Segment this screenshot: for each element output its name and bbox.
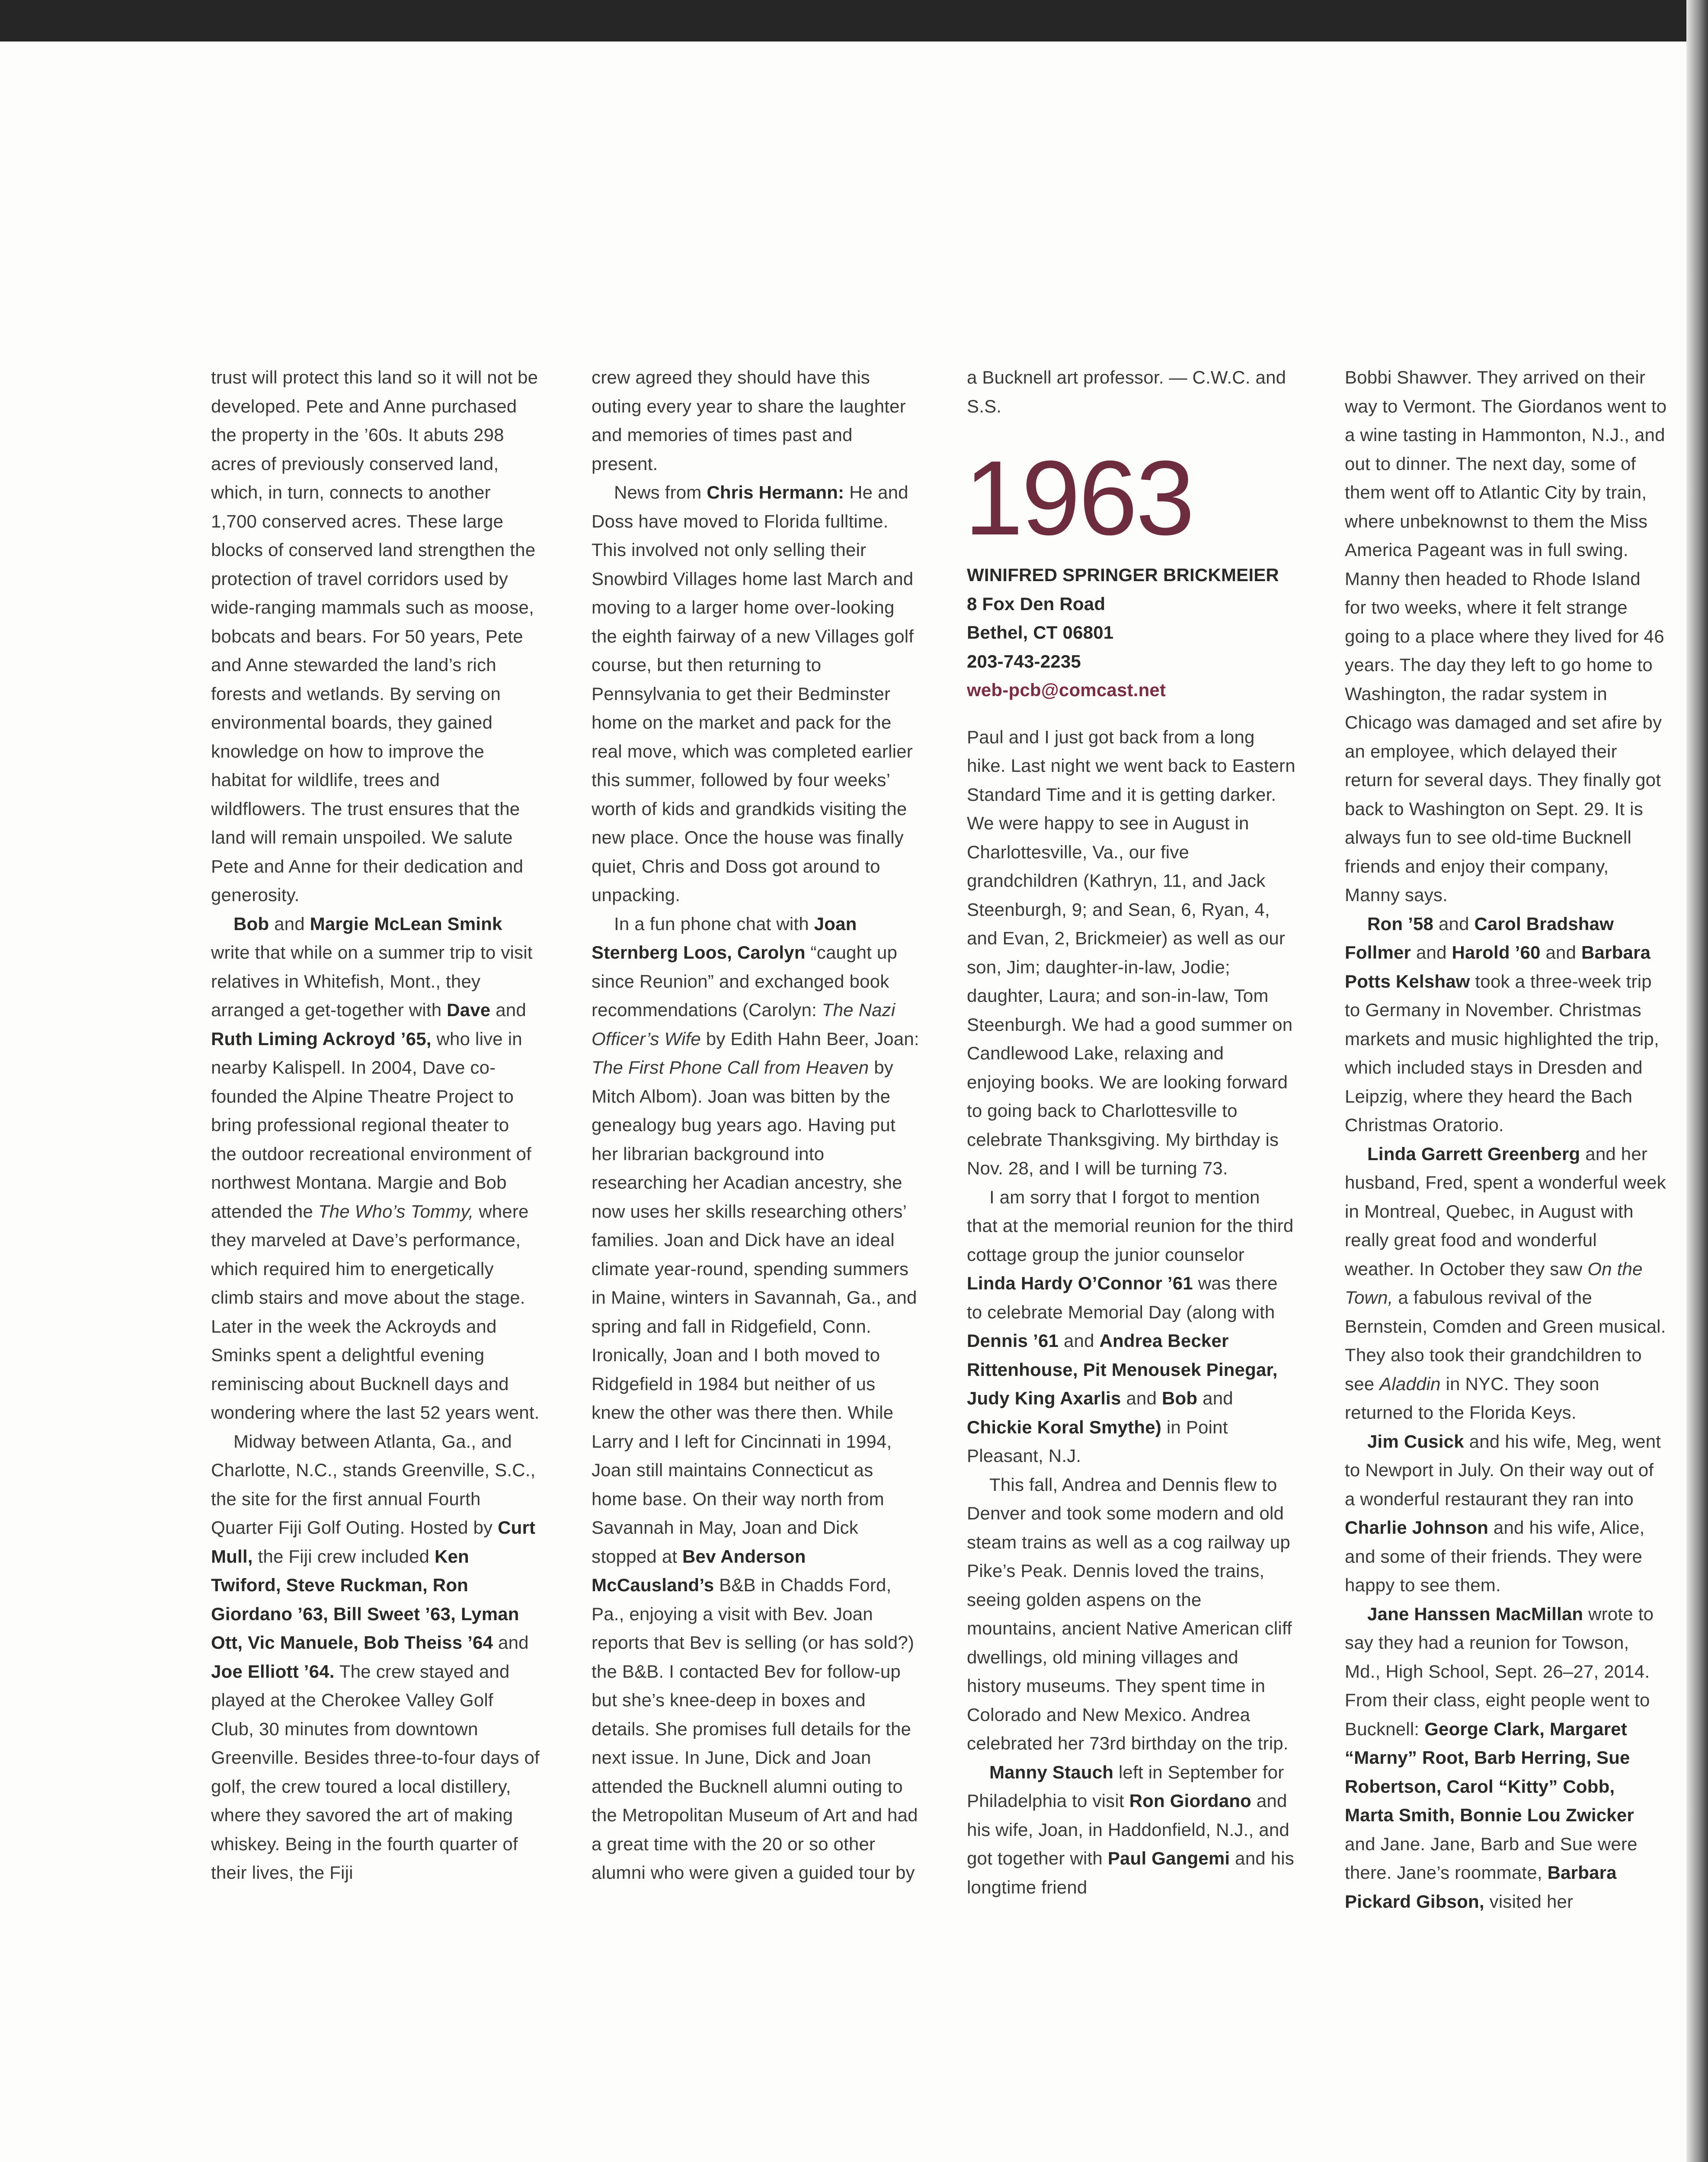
paragraph xyxy=(211,1427,540,1887)
class-year-heading: 1963 xyxy=(964,438,1193,557)
text: visited her xyxy=(1484,1891,1574,1912)
text: and his longtime friend xyxy=(967,1848,1294,1897)
text: News from xyxy=(614,482,707,502)
text: and his wife, Joan, in Haddonfield, N.J., and got together with xyxy=(967,1791,1289,1868)
text: left in September for Philadelphia to visit xyxy=(967,1762,1284,1811)
person-names: George Clark, Margaret “Marny” Root, Barb Herring, Sue Robertson, Carol “Kitty” Cobb, Marta Smith, Bonnie Lou Zwicker xyxy=(1345,1718,1634,1825)
person-name: Chickie Koral Smythe) xyxy=(967,1417,1161,1437)
scan-right-edge xyxy=(1686,0,1708,2162)
paragraph xyxy=(211,910,540,1427)
reporter-phone: 203-743-2235 xyxy=(967,651,1081,672)
work-title: The Nazi Officer’s Wife xyxy=(592,1000,896,1049)
column-2 xyxy=(592,363,920,1887)
text: a Bucknell art professor. — C.W.C. and S.S. xyxy=(967,367,1286,416)
column-4 xyxy=(1345,363,1667,1916)
person-name: Ruth Liming Ackroyd ’65, xyxy=(211,1028,432,1049)
text: Bobbi Shawver. They arrived on their way to Vermont. The Giordanos went to a wine tasting in Hammonton, N.J., and out to dinner. The next day, some of them went off to Atlantic City by train, where unbeknownst to them the Miss America Pageant was in full swing. Manny then headed to Rhode Island for two weeks, where it felt strange going to a place where they lived for 46 years. The day they left to go home to Washington, the radar system in Chicago was damaged and set afire by an employee, which delayed their return for several days. They finally got back to Washington on Sept. 29. It is always fun to see old-time Bucknell friends and enjoy their company, Manny says. xyxy=(1345,367,1667,905)
person-name: Linda Garrett Greenberg xyxy=(1367,1143,1580,1164)
paragraph xyxy=(967,723,1295,1183)
text: and his wife, Alice, and some of their friends. They were happy to see them. xyxy=(1345,1517,1645,1595)
text: and xyxy=(269,913,310,934)
paragraph xyxy=(1345,363,1667,910)
paragraph xyxy=(1345,910,1667,1140)
text: where they marveled at Dave’s performance, which required him to energetically climb stairs and move about the stage. Later in the week the Ackroyds and Sminks spent a delightful evening reminiscing about Bucknell days and wondering where the last 52 years went. xyxy=(211,1201,540,1423)
paragraph xyxy=(592,478,920,910)
text: and his wife, Meg, went to Newport in July. On their way out of a wonderful restaurant they ran into xyxy=(1345,1431,1661,1509)
column-3 xyxy=(964,363,1295,1902)
person-name: Barbara Potts Kelshaw xyxy=(1345,942,1651,991)
paragraph xyxy=(592,910,920,1887)
text: and Jane. Jane, Barb and Sue were there. Jane’s roommate, xyxy=(1345,1833,1638,1883)
text: crew agreed they should have this outing every year to share the laughter and memories of times past and present. xyxy=(592,367,906,474)
person-name: Jane Hanssen MacMillan xyxy=(1367,1603,1583,1624)
person-name: Charlie Johnson xyxy=(1345,1517,1489,1538)
text: the Fiji crew included xyxy=(253,1546,435,1567)
person-name: Carol Bradshaw Follmer xyxy=(1345,913,1614,963)
text: and xyxy=(1197,1388,1233,1408)
person-name: Ron Giordano xyxy=(1129,1791,1251,1811)
text: who live in nearby Kalispell. In 2004, Dave co-founded the Alpine Theatre Project to bring professional regional theater to the outdoor recreational environment of northwest Montana. Margie and Bob attended the xyxy=(211,1028,531,1222)
paragraph xyxy=(1345,1427,1667,1600)
text: and xyxy=(1433,913,1475,934)
text: Midway between Atlanta, Ga., and Charlotte, N.C., stands Greenville, S.C., the site for the first annual Fourth Quarter Fiji Golf Outing. Hosted by xyxy=(211,1431,536,1538)
person-name: Harold ’60 xyxy=(1452,942,1541,963)
person-name: Chris Hermann: xyxy=(707,482,844,502)
person-names: Ken Twiford, Steve Ruckman, Ron Giordano ’63, Bill Sweet ’63, Lyman Ott, Vic Manuele, Bob Theiss ’64 xyxy=(211,1546,519,1653)
person-names: Andrea Becker Rittenhouse, Pit Menousek Pinegar, Judy King Axarlis xyxy=(967,1330,1278,1408)
text: B&B in Chadds Ford, Pa., enjoying a visit with Bev. Joan reports that Bev is selling (or has sold?) the B&B. I contacted Bev for follow-up but she’s knee-deep in boxes and details. She promises full details for the next issue. In June, Dick and Joan attended the Bucknell alumni outing to the Metropolitan Museum of Art and had a great time with the 20 or so other alumni who were given a guided tour by xyxy=(592,1575,918,1883)
text: and xyxy=(490,1000,526,1020)
class-reporter-contact xyxy=(967,561,1295,705)
reporter-name: WINIFRED SPRINGER BRICKMEIER xyxy=(967,565,1279,585)
text: and xyxy=(493,1632,529,1653)
person-name: Ron ’58 xyxy=(1367,913,1434,934)
text: and xyxy=(1411,942,1452,963)
person-name: Curt Mull, xyxy=(211,1517,536,1567)
paragraph xyxy=(967,363,1295,421)
text: This fall, Andrea and Dennis flew to Denver and took some modern and old steam trains as well as a cog railway up Pike’s Peak. Dennis loved the trains, seeing golden aspens on the mountains, ancient Native American cliff dwellings, old mining villages and history museums. They spent time in Colorado and New Mexico. Andrea celebrated her 73rd birthday on the trip. xyxy=(967,1474,1292,1753)
paragraph xyxy=(592,363,920,478)
paragraph xyxy=(1345,1140,1667,1427)
person-name: Paul Gangemi xyxy=(1107,1848,1230,1868)
text: and xyxy=(1540,942,1582,963)
text: was there to celebrate Memorial Day (along with xyxy=(967,1273,1278,1322)
work-title: On the Town, xyxy=(1345,1258,1643,1308)
text: I am sorry that I forgot to mention that at the memorial reunion for the third cottage group the junior counselor xyxy=(967,1187,1294,1265)
paragraph xyxy=(967,1183,1295,1471)
paragraph xyxy=(967,1471,1295,1758)
paragraph xyxy=(211,363,540,910)
text: In a fun phone chat with xyxy=(614,913,814,934)
text: The crew stayed and played at the Cherokee Valley Golf Club, 30 minutes from downtown Greenville. Besides three-to-four days of golf, the crew toured a local distillery, where they savored the art of making whiskey. Being in the fourth quarter of their lives, the Fiji xyxy=(211,1661,540,1883)
text: wrote to say they had a reunion for Towson, Md., High School, Sept. 26–27, 2014. From their class, eight people went to Bucknell: xyxy=(1345,1603,1654,1739)
reporter-city: Bethel, CT 06801 xyxy=(967,622,1114,643)
person-name: Dave xyxy=(447,1000,491,1020)
text: by Edith Hahn Beer, Joan: xyxy=(700,1028,919,1049)
text: by Mitch Albom). Joan was bitten by the genealogy bug years ago. Having put her librarian background into researching her Acadian ancestry, she now uses her skills researching others’ families. Joan and Dick have an ideal climate year-round, spending summers in Maine, winters in Savannah, Ga., and spring and fall in Ridgefield, Conn. Ironically, Joan and I both moved to Ridgefield in 1984 but neither of us knew the other was there then. While Larry and I left for Cincinnati in 1994, Joan still maintains Connecticut as home base. On their way north from Savannah in May, Joan and Dick stopped at xyxy=(592,1057,917,1567)
text: and xyxy=(1059,1330,1100,1351)
scan-top-border xyxy=(0,0,1708,42)
text: in NYC. They soon returned to the Florida Keys. xyxy=(1345,1373,1599,1423)
text: He and Doss have moved to Florida fulltime. This involved not only selling their Snowbird Villages home last March and moving to a larger home over-looking the eighth fairway of a new Villages golf course, but then returning to Pennsylvania to get their Bedminster home on the market and pack for the real move, which was completed earlier this summer, followed by four weeks’ worth of kids and grandkids visiting the new place. Once the house was finally quiet, Chris and Doss got around to unpacking. xyxy=(592,482,914,905)
text: trust will protect this land so it will not be developed. Pete and Anne purchased the property in the ’60s. It abuts 298 acres of previously conserved land, which, in turn, connects to another 1,700 conserved acres. These large blocks of conserved land strengthen the protection of travel corridors used by wide-ranging mammals such as moose, bobcats and bears. For 50 years, Pete and Anne stewarded the land’s rich forests and wetlands. By serving on environmental boards, they gained knowledge on how to improve the habitat for wildlife, trees and wildflowers. The trust ensures that the land will remain unspoiled. We salute Pete and Anne for their dedication and generosity. xyxy=(211,367,538,905)
person-name: Bev Anderson McCausland’s xyxy=(592,1546,806,1595)
person-name: Margie McLean Smink xyxy=(310,913,502,934)
reporter-address: 8 Fox Den Road xyxy=(967,593,1106,614)
column-1 xyxy=(211,363,540,1887)
text: in Point Pleasant, N.J. xyxy=(967,1417,1228,1466)
text: took a three-week trip to Germany in November. Christmas markets and music highlighted the trip, which included stays in Dresden and Leipzig, where they heard the Bach Christmas Oratorio. xyxy=(1345,971,1659,1135)
person-name: Manny Stauch xyxy=(989,1762,1114,1782)
person-name: Dennis ’61 xyxy=(967,1330,1059,1351)
paragraph xyxy=(1345,1600,1667,1916)
work-title: The First Phone Call from Heaven xyxy=(592,1057,869,1078)
person-name: Barbara Pickard Gibson, xyxy=(1345,1862,1617,1912)
text: “caught up since Reunion” and exchanged book recommendations (Carolyn: xyxy=(592,942,898,1020)
reporter-email[interactable]: web-pcb@comcast.net xyxy=(967,680,1166,700)
work-title: Aladdin xyxy=(1379,1373,1441,1394)
person-name: Linda Hardy O’Connor ’61 xyxy=(967,1273,1193,1293)
text: a fabulous revival of the Bernstein, Comden and Green musical. They also took their grandchildren to see xyxy=(1345,1287,1666,1394)
text: and her husband, Fred, spent a wonderful week in Montreal, Quebec, in August with really great food and wonderful weather. In October they saw xyxy=(1345,1143,1666,1279)
person-name: Joan Sternberg Loos, Carolyn xyxy=(592,913,857,963)
text: write that while on a summer trip to visit relatives in Whitefish, Mont., they arranged a get-together with xyxy=(211,942,533,1020)
paragraph xyxy=(967,1758,1295,1902)
person-name: Bob xyxy=(1162,1388,1198,1408)
work-title: The Who’s Tommy, xyxy=(318,1201,474,1222)
text: Paul and I just got back from a long hike. Last night we went back to Eastern Standard Time and it is getting darker. We were happy to see in August in Charlottesville, Va., our five grandchildren (Kathryn, 11, and Jack Steenburgh, 9; and Sean, 6, Ryan, 4, and Evan, 2, Brickmeier) as well as our son, Jim; daughter-in-law, Jodie; daughter, Laura; and son-in-law, Tom Steenburgh. We had a good summer on Candlewood Lake, relaxing and enjoying books. We are looking forward to going back to Charlottesville to celebrate Thanksgiving. My birthday is Nov. 28, and I will be turning 73. xyxy=(967,726,1295,1178)
person-name: Jim Cusick xyxy=(1367,1431,1464,1452)
person-name: Joe Elliott ’64. xyxy=(211,1661,335,1682)
person-name: Bob xyxy=(233,913,269,934)
text: and xyxy=(1121,1388,1162,1408)
